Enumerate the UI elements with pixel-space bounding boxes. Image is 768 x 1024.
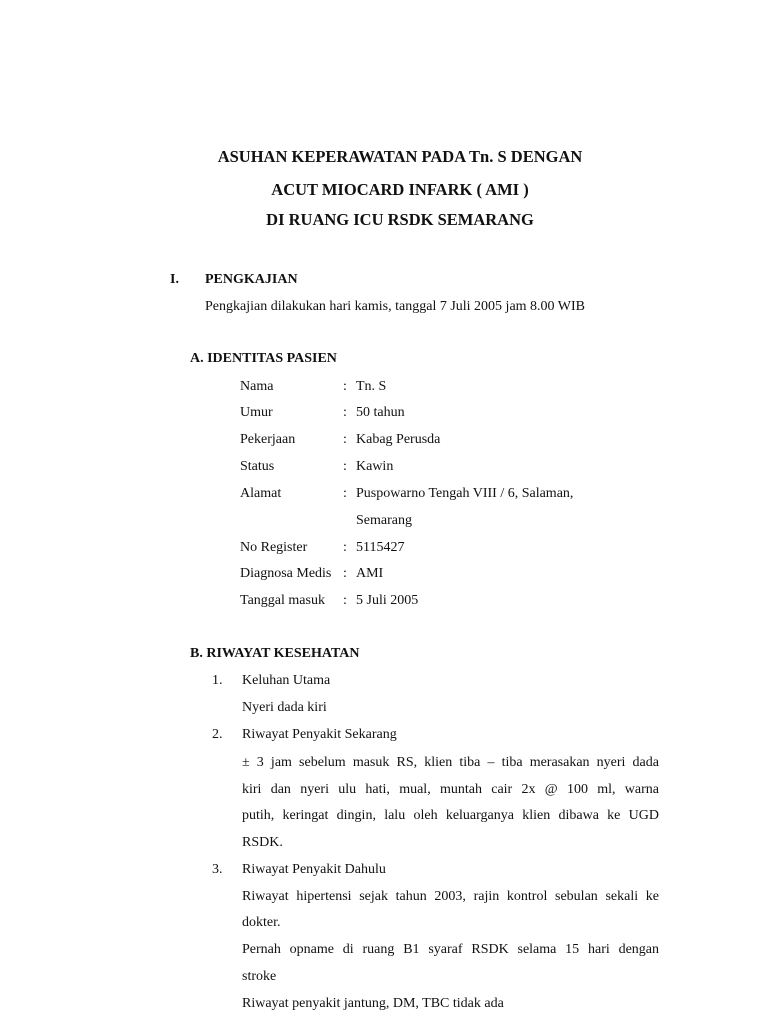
field-colon: : [343, 486, 347, 501]
item-number: 2. [212, 727, 223, 742]
section-heading-identitas: A. IDENTITAS PASIEN [190, 351, 337, 366]
field-label: Umur [240, 405, 273, 420]
field-value: 5 Juli 2005 [356, 593, 419, 608]
field-colon: : [343, 540, 347, 555]
assessment-intro: Pengkajian dilakukan hari kamis, tanggal 7 Juli 2005 jam 8.00 WIB [205, 299, 586, 314]
document-title-line-2: ACUT MIOCARD INFARK ( AMI ) [271, 180, 529, 199]
item-title: Riwayat Penyakit Dahulu [242, 862, 386, 877]
field-colon: : [343, 432, 347, 447]
item-title: Riwayat Penyakit Sekarang [242, 727, 397, 742]
field-label: Tanggal masuk [240, 593, 325, 608]
item-text: Riwayat penyakit jantung, DM, TBC tidak ada [242, 996, 504, 1011]
document-title-line-3: DI RUANG ICU RSDK SEMARANG [266, 210, 534, 229]
field-label: Pekerjaan [240, 432, 296, 447]
item-text: Nyeri dada kiri [242, 700, 327, 715]
field-value: Kawin [356, 459, 394, 474]
section-number: I. [170, 272, 179, 287]
item-text: RSDK. [242, 835, 283, 850]
item-text: ± 3 jam sebelum masuk RS, klien tiba – tiba merasakan nyeri dada [242, 755, 659, 770]
field-label: Nama [240, 379, 274, 394]
field-colon: : [343, 405, 347, 420]
field-label: No Register [240, 540, 308, 555]
item-text: dokter. [242, 915, 281, 930]
field-value: 50 tahun [356, 405, 405, 420]
section-heading-riwayat: B. RIWAYAT KESEHATAN [190, 646, 360, 661]
document-title-line-1: ASUHAN KEPERAWATAN PADA Tn. S DENGAN [217, 147, 583, 166]
field-colon: : [343, 459, 347, 474]
field-colon: : [343, 379, 347, 394]
item-text: putih, keringat dingin, lalu oleh keluarganya klien dibawa ke UGD [242, 808, 659, 823]
field-colon: : [343, 593, 347, 608]
item-text: kiri dan nyeri ulu hati, mual, muntah cair 2x @ 100 ml, warna [242, 782, 659, 797]
item-text: stroke [242, 969, 277, 984]
field-value: Kabag Perusda [356, 432, 441, 447]
field-label: Diagnosa Medis [240, 566, 332, 581]
field-value: Puspowarno Tengah VIII / 6, Salaman, [356, 486, 574, 501]
field-value: AMI [356, 566, 384, 581]
field-value-continued: Semarang [356, 513, 412, 528]
field-colon: : [343, 566, 347, 581]
field-value: 5115427 [356, 540, 405, 555]
section-heading-pengkajian: PENGKAJIAN [205, 272, 298, 287]
item-number: 3. [212, 862, 223, 877]
item-number: 1. [212, 673, 223, 688]
field-label: Status [240, 459, 275, 474]
item-text: Riwayat hipertensi sejak tahun 2003, rajin kontrol sebulan sekali ke [242, 889, 659, 904]
field-label: Alamat [240, 486, 282, 501]
item-title: Keluhan Utama [242, 673, 331, 688]
field-value: Tn. S [356, 379, 387, 394]
item-text: Pernah opname di ruang B1 syaraf RSDK selama 15 hari dengan [242, 942, 659, 957]
